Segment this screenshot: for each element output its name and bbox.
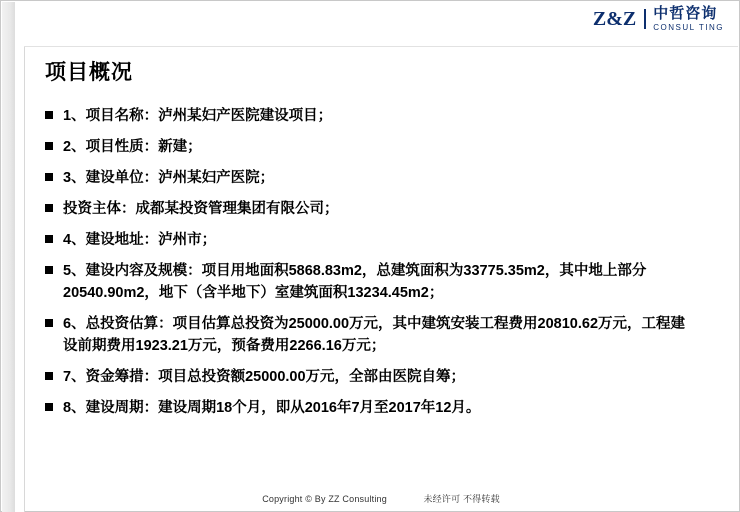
square-bullet-icon xyxy=(45,204,53,212)
logo-chinese-name: 中哲咨询 xyxy=(653,5,718,22)
slide-header xyxy=(24,2,738,47)
logo-wordmark xyxy=(653,6,724,32)
list-item xyxy=(45,229,693,251)
list-item xyxy=(45,198,693,220)
list-item-text: 8、建设周期：建设周期18个月，即从2016年7月至2017年12月。 xyxy=(63,400,481,416)
list-item xyxy=(45,366,693,388)
list-item xyxy=(45,136,693,158)
slide-footer xyxy=(24,492,738,505)
list-item-text: 3、建设单位：泸州某妇产医院； xyxy=(63,170,275,186)
page-title: 项目概况 xyxy=(45,61,133,84)
reprint-notice-text: 未经许可 不得转载 xyxy=(423,494,500,504)
list-item xyxy=(45,260,693,304)
list-item-text: 1、项目名称：泸州某妇产医院建设项目； xyxy=(63,108,333,124)
list-item xyxy=(45,313,693,357)
square-bullet-icon xyxy=(45,142,53,150)
list-item-text: 投资主体：成都某投资管理集团有限公司； xyxy=(63,201,339,217)
square-bullet-icon xyxy=(45,319,53,327)
list-item xyxy=(45,167,693,189)
square-bullet-icon xyxy=(45,111,53,119)
list-item-text: 6、总投资估算：项目估算总投资为25000.00万元，其中建筑安装工程费用20810.62万元，工程建设前期费用1923.21万元，预备费用2266.16万元； xyxy=(63,316,686,354)
square-bullet-icon xyxy=(45,266,53,274)
list-item-text: 2、项目性质：新建； xyxy=(63,139,202,155)
square-bullet-icon xyxy=(45,173,53,181)
list-item xyxy=(45,105,693,127)
company-logo xyxy=(593,6,724,32)
copyright-text: Copyright © By ZZ Consulting xyxy=(262,494,387,504)
square-bullet-icon xyxy=(45,372,53,380)
left-accent-gradient xyxy=(2,2,15,512)
list-item-text: 4、建设地址：泸州市； xyxy=(63,232,217,248)
bullet-list xyxy=(45,105,693,428)
logo-monogram: Z&Z xyxy=(593,9,646,29)
square-bullet-icon xyxy=(45,235,53,243)
left-accent-bar xyxy=(2,2,25,512)
square-bullet-icon xyxy=(45,403,53,411)
list-item xyxy=(45,397,693,419)
logo-english-name: CONSUL TING xyxy=(653,22,724,32)
list-item-text: 7、资金筹措：项目总投资额25000.00万元，全部由医院自筹； xyxy=(63,369,466,385)
list-item-text: 5、建设内容及规模：项目用地面积5868.83m2，总建筑面积为33775.35m2，其中地上部分20540.90m2，地下（含半地下）室建筑面积13234.45m2； xyxy=(63,263,647,301)
